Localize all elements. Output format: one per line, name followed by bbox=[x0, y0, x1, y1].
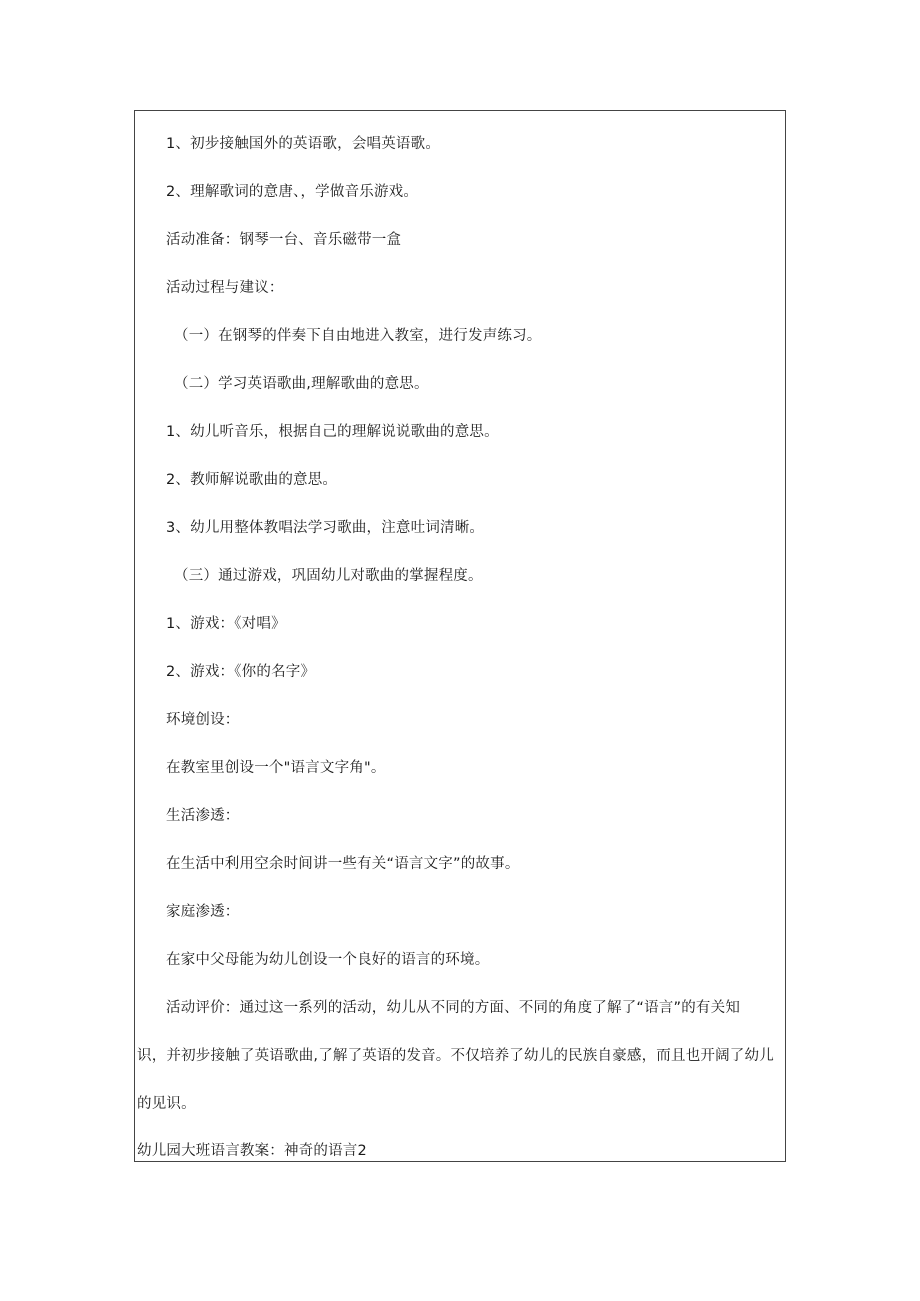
life-heading: 生活渗透： bbox=[166, 808, 240, 824]
goal-line-1: 1、初步接触国外的英语歌，会唱英语歌。 bbox=[166, 136, 441, 152]
preparation-line: 活动准备：钢琴一台、音乐磁带一盒 bbox=[166, 232, 402, 248]
game-1: 1、游戏：《对唱》 bbox=[166, 616, 286, 632]
environment-text: 在教室里创设一个"语言文字角"。 bbox=[166, 760, 386, 776]
evaluation-line-3: 的见识。 bbox=[137, 1096, 196, 1112]
process-step-2: （二）学习英语歌曲,理解歌曲的意思。 bbox=[174, 376, 429, 392]
goal-line-2: 2、理解歌词的意唐、，学做音乐游戏。 bbox=[166, 184, 419, 200]
substep-2-1: 1、幼儿听音乐，根据自己的理解说说歌曲的意思。 bbox=[166, 424, 499, 440]
evaluation-line-2: 识，并初步接触了英语歌曲,了解了英语的发音。不仅培养了幼儿的民族自豪感，而且也开阔了幼儿 bbox=[137, 1048, 774, 1064]
family-text: 在家中父母能为幼儿创设一个良好的语言的环境。 bbox=[166, 952, 490, 968]
family-heading: 家庭渗透： bbox=[166, 904, 240, 920]
next-title: 幼儿园大班语言教案：神奇的语言2 bbox=[137, 1143, 367, 1159]
process-step-3: （三）通过游戏，巩固幼儿对歌曲的掌握程度。 bbox=[174, 568, 483, 584]
game-2: 2、游戏：《你的名字》 bbox=[166, 664, 316, 680]
evaluation-line-1: 活动评价：通过这一系列的活动，幼儿从不同的方面、不同的角度了解了“语言”的有关知 bbox=[166, 1000, 741, 1016]
substep-2-2: 2、教师解说歌曲的意思。 bbox=[166, 472, 338, 488]
substep-2-3: 3、幼儿用整体教唱法学习歌曲，注意吐词清晰。 bbox=[166, 520, 485, 536]
process-step-1: （一）在钢琴的伴奏下自由地进入教室，进行发声练习。 bbox=[174, 328, 542, 344]
environment-heading: 环境创设： bbox=[166, 712, 240, 728]
process-heading: 活动过程与建议： bbox=[166, 280, 284, 296]
life-text: 在生活中利用空余时间讲一些有关“语言文字”的故事。 bbox=[166, 856, 520, 872]
